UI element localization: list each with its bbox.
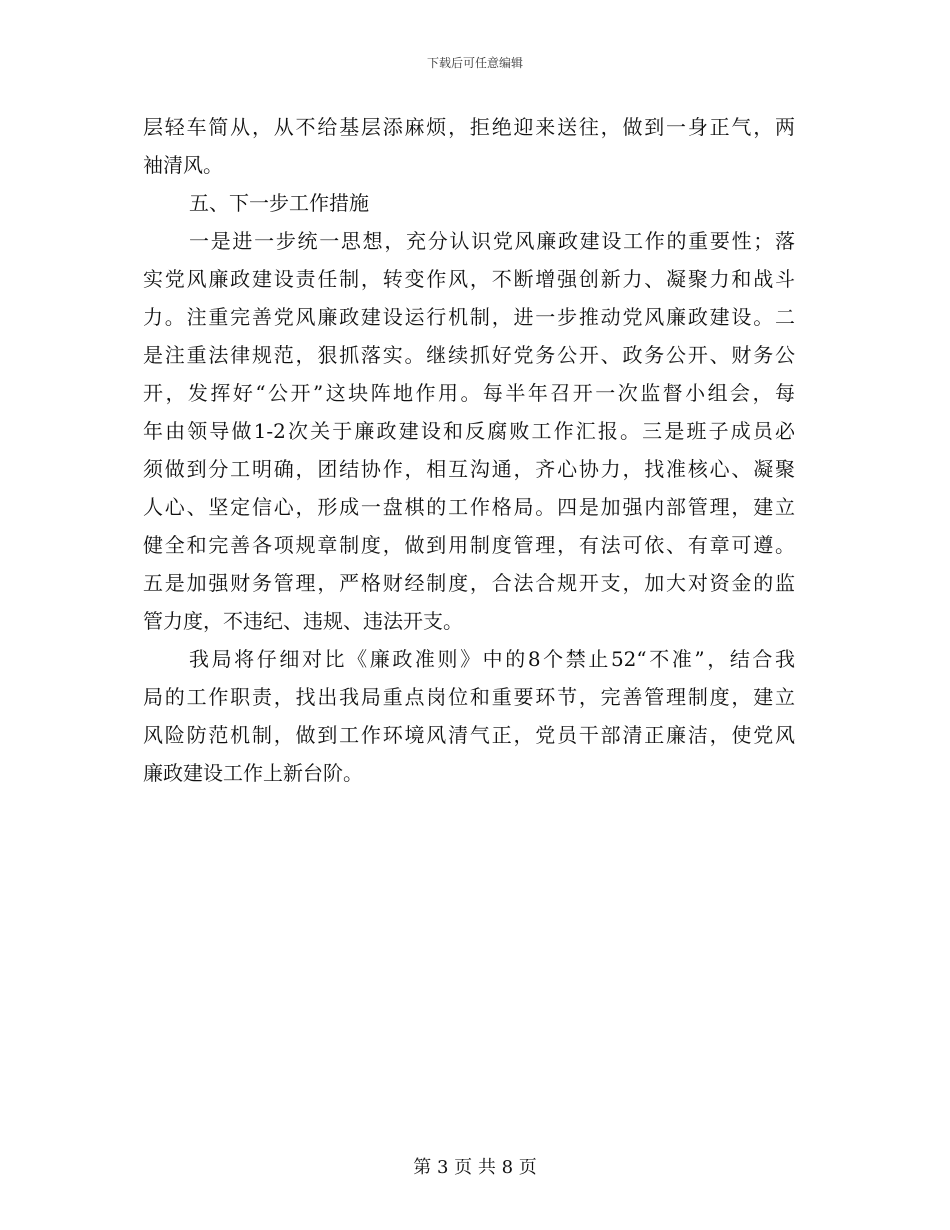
body-line: 是注重法律规范，狠抓落实。继续抓好党务公开、政务公开、财务公 xyxy=(143,343,795,367)
body-line: 人心、坚定信心，形成一盘棋的工作格局。四是加强内部管理，建立 xyxy=(143,495,795,519)
body-line: 五是加强财务管理，严格财经制度，合法合规开支，加大对资金的监 xyxy=(143,571,795,595)
body-line: 开，发挥好“公开”这块阵地作用。每半年召开一次监督小组会，每 xyxy=(143,381,795,405)
section-heading: 五、下一步工作措施 xyxy=(189,191,369,215)
body-line: 一是进一步统一思想，充分认识党风廉政建设工作的重要性；落 xyxy=(189,229,795,253)
body-line: 廉政建设工作上新台阶。 xyxy=(143,761,363,785)
page-header: 下载后可任意编辑 xyxy=(426,56,523,70)
body-line: 局的工作职责，找出我局重点岗位和重要环节，完善管理制度，建立 xyxy=(143,685,795,709)
body-line: 实党风廉政建设责任制，转变作风，不断增强创新力、凝聚力和战斗 xyxy=(143,267,795,291)
document-body xyxy=(143,108,795,792)
body-line: 须做到分工明确，团结协作，相互沟通，齐心协力，找准核心、凝聚 xyxy=(143,457,795,481)
body-line: 健全和完善各项规章制度，做到用制度管理，有法可依、有章可遵。 xyxy=(143,533,795,557)
body-line: 风险防范机制，做到工作环境风清气正，党员干部清正廉洁，使党风 xyxy=(143,723,795,747)
body-line: 力。注重完善党风廉政建设运行机制，进一步推动党风廉政建设。二 xyxy=(143,305,795,329)
body-line: 管力度，不违纪、违规、违法开支。 xyxy=(143,609,463,633)
body-line: 我局将仔细对比《廉政准则》中的8个禁止52“不准”，结合我 xyxy=(189,647,795,671)
page-number: 第 3 页 共 8 页 xyxy=(413,1157,537,1178)
body-line: 层轻车简从，从不给基层添麻烦，拒绝迎来送往，做到一身正气，两 xyxy=(143,115,795,139)
body-line: 年由领导做1-2次关于廉政建设和反腐败工作汇报。三是班子成员必 xyxy=(143,419,795,443)
body-line: 袖清风。 xyxy=(143,153,223,177)
